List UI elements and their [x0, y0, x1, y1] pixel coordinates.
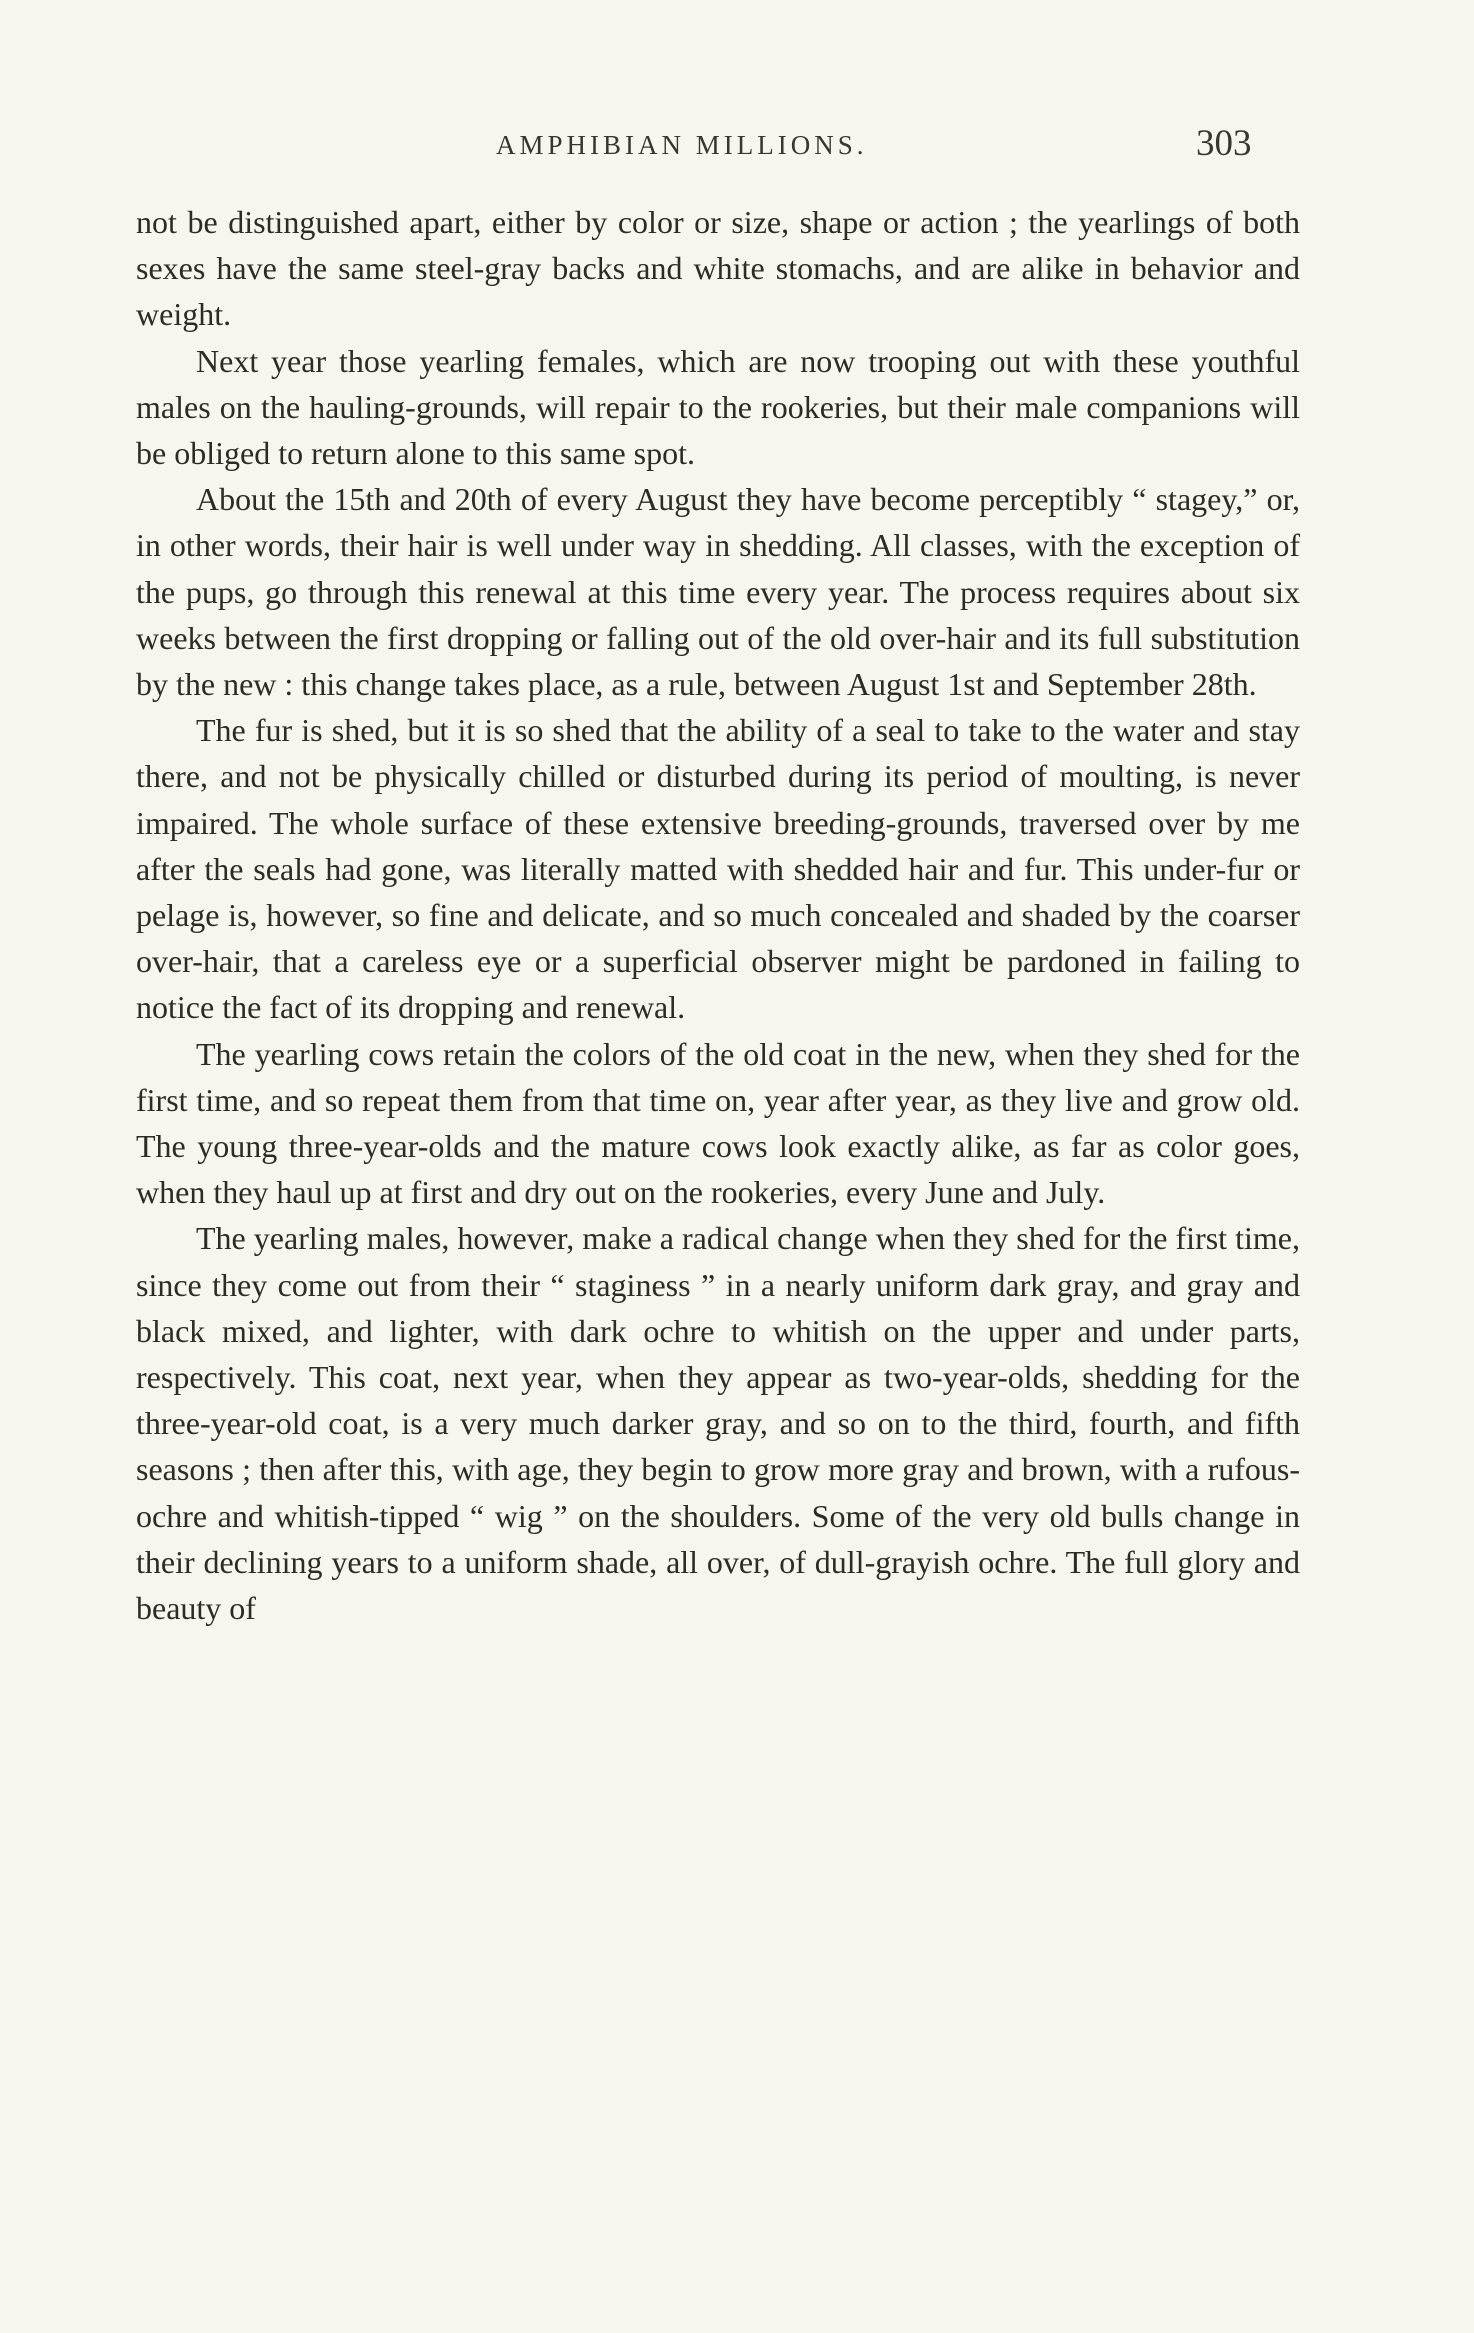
paragraph-continuation: not be distinguished apart, either by color or size, shape or action ; the yearlings of both sexes have the same steel-gray backs and white stomachs, and are alike in behavior and weight. [136, 204, 1300, 333]
paragraph: About the 15th and 20th of every August they have become perceptibly “ stagey,” or, in other words, their hair is well under way in shedding. All classes, with the exception of the pups, go through this renewal at this time every year. The process requires about six weeks between the first dropping or falling out of the old over-hair and its full substitution by the new : this change takes place, as a rule, between August 1st and September 28th. [136, 481, 1300, 703]
page-number: 303 [1196, 123, 1252, 164]
paragraph: The yearling cows retain the colors of the old coat in the new, when they shed for the first time, and so repeat them from that time on, year after year, as they live and grow old. The young three-year-olds and the mature cows look exactly alike, as far as color goes, when they haul up at first and dry out on the rookeries, every June and July. [136, 1035, 1300, 1211]
running-head: AMPHIBIAN MILLIONS. [496, 130, 868, 160]
body-text [136, 199, 1300, 1631]
paragraph: The fur is shed, but it is so shed that the ability of a seal to take to the water and stay there, and not be physically chilled or disturbed during its period of moulting, is never impaired. The whole surface of these extensive breeding-grounds, traversed over by me after the seals had gone, was literally matted with shedded hair and fur. This under-fur or pelage is, however, so fine and delicate, and so much concealed and shaded by the coarser over-hair, that a careless eye or a superficial observer might be pardoned in failing to notice the fact of its dropping and renewal. [136, 712, 1300, 1026]
page-header [0, 122, 1474, 172]
paragraph: The yearling males, however, make a radical change when they shed for the first time, since they come out from their “ staginess ” in a nearly uniform dark gray, and gray and black mixed, and lighter, with dark ochre to whitish on the upper and under parts, respectively. This coat, next year, when they appear as two-year-olds, shedding for the three-year-old coat, is a very much darker gray, and so on to the third, fourth, and fifth seasons ; then after this, with age, they begin to grow more gray and brown, with a rufous-ochre and whitish-tipped “ wig ” on the shoulders. Some of the very old bulls change in their declining years to a uniform shade, all over, of dull-grayish ochre. The full glory and beauty of [136, 1220, 1300, 1627]
paragraph: Next year those yearling females, which are now trooping out with these youthful males on the hauling-grounds, will repair to the rookeries, but their male companions will be obliged to return alone to this same spot. [136, 342, 1300, 472]
